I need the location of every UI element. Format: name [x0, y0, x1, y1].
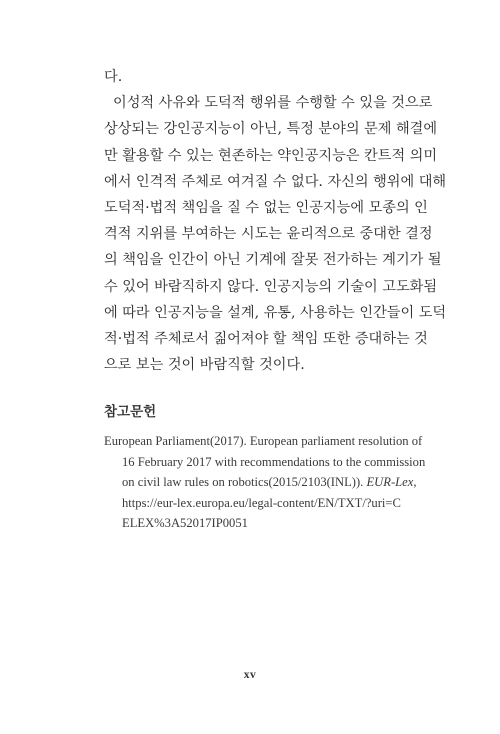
- page-number: xv: [243, 669, 257, 681]
- body-line: 에서 인격적 주체로 여겨질 수 없다. 자신의 행위에 대해: [104, 173, 447, 190]
- body-line: 상상되는 강인공지능이 아닌, 특정 분야의 문제 해결에: [104, 121, 438, 138]
- reference-url[interactable]: ELEX%3A52017IP0051: [122, 516, 248, 531]
- reference-entry: [104, 431, 426, 534]
- reference-text: ,: [413, 475, 417, 490]
- body-paragraph: [104, 64, 447, 378]
- body-line: 의 책임을 인간이 아닌 기계에 잘못 전가하는 계기가 될: [104, 252, 442, 269]
- reference-line: [104, 472, 417, 493]
- body-line: 에 따라 인공지능을 설계, 유통, 사용하는 인간들이 도덕: [104, 304, 447, 321]
- references-heading: 참고문헌: [104, 404, 157, 420]
- reference-text: on civil law rules on robotics(2015/2103(INL)).: [122, 475, 367, 490]
- reference-line: 16 February 2017 with recommendations to the commission: [122, 454, 426, 469]
- body-line: 격적 지위를 부여하는 시도는 윤리적으로 중대한 결정: [104, 226, 433, 243]
- reference-url[interactable]: https://eur-lex.europa.eu/legal-content/EN/TXT/?uri=C: [122, 495, 401, 510]
- reference-source-title: EUR-Lex: [366, 475, 414, 490]
- body-line: 이성적 사유와 도덕적 행위를 수행할 수 있을 것으로: [104, 95, 433, 112]
- body-line: 으로 보는 것이 바람직할 것이다.: [104, 357, 305, 374]
- reference-line: European Parliament(2017). European parliament resolution of: [104, 434, 423, 448]
- body-line: 다.: [104, 69, 123, 85]
- body-line: 수 있어 바람직하지 않다. 인공지능의 기술이 고도화됨: [104, 278, 438, 295]
- body-line: 적·법적 주체로서 짊어져야 할 책임 또한 증대하는 것: [104, 330, 428, 347]
- body-line: 만 활용할 수 있는 현존하는 약인공지능은 칸트적 의미: [104, 147, 438, 164]
- body-line: 도덕적·법적 책임을 질 수 없는 인공지능에 모종의 인: [104, 199, 428, 216]
